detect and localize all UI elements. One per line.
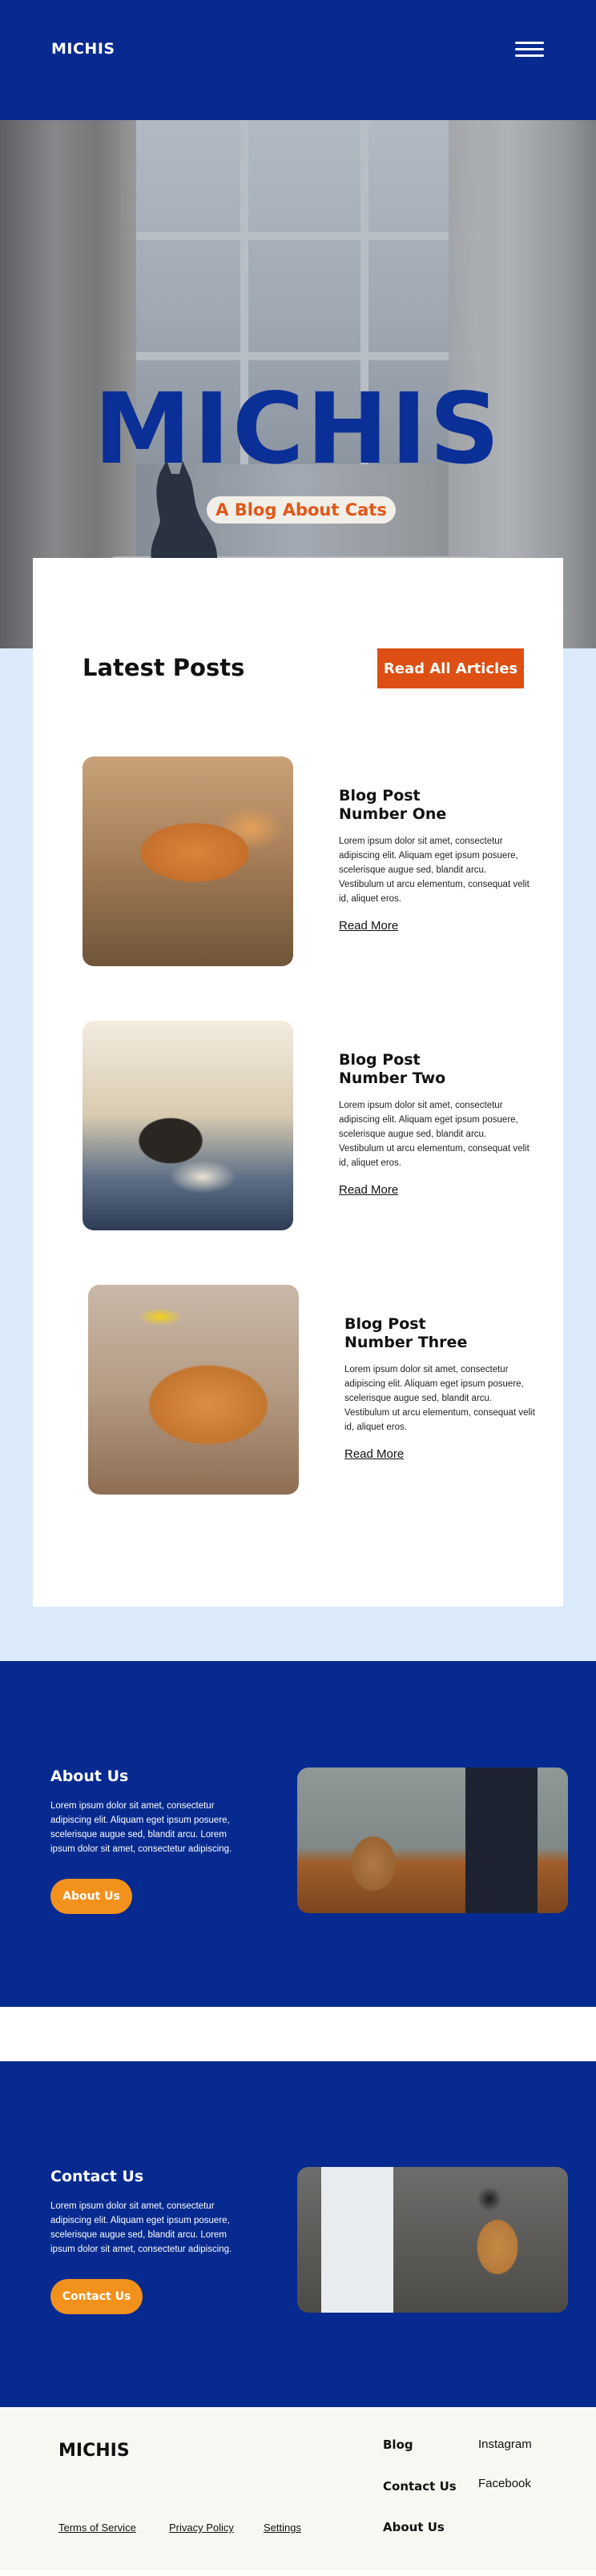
- post-title-line: Number Three: [344, 1334, 468, 1351]
- posts-heading: Latest Posts: [83, 654, 245, 681]
- post-title-line: Number One: [339, 805, 447, 823]
- contact-image: [297, 2167, 568, 2313]
- contact-us-button[interactable]: Contact Us: [50, 2279, 143, 2314]
- settings-link[interactable]: Settings: [264, 2522, 301, 2534]
- post-title: [339, 1051, 531, 1088]
- post-body: [339, 787, 531, 933]
- site-footer: [0, 2407, 596, 2570]
- post-excerpt: Lorem ipsum dolor sit amet, consectetur adipiscing elit. Aliquam eget ipsum posuere, scelerisque augue sed, blandit arcu. Vestibulum ut arcu elementum, consequat velit id, aliquet eros.: [344, 1365, 535, 1432]
- post-image[interactable]: [83, 1021, 293, 1230]
- post-card: [83, 756, 563, 973]
- eating-cat-image: [83, 1021, 293, 1230]
- site-header: [0, 0, 596, 120]
- about-image: [297, 1767, 568, 1913]
- post-excerpt: Lorem ipsum dolor sit amet, consectetur adipiscing elit. Aliquam eget ipsum posuere, scelerisque augue sed, blandit arcu. Vestibulum ut arcu elementum, consequat velit id, aliquet eros.: [339, 1101, 530, 1168]
- about-us-button[interactable]: About Us: [50, 1879, 132, 1914]
- brushed-cat-image: [88, 1285, 299, 1495]
- hamburger-menu-icon[interactable]: [515, 42, 544, 58]
- contact-section: [0, 2061, 596, 2407]
- about-section: [0, 1661, 596, 2007]
- hamburger-bar: [515, 48, 544, 50]
- post-title: [339, 787, 531, 824]
- read-more-link[interactable]: Read More: [344, 1447, 405, 1461]
- post-image[interactable]: [83, 756, 293, 966]
- hamburger-bar: [515, 42, 544, 44]
- about-title: About Us: [50, 1767, 129, 1785]
- read-all-articles-button[interactable]: Read All Articles: [377, 648, 524, 688]
- post-title: [344, 1315, 537, 1352]
- post-body: [344, 1315, 537, 1462]
- read-more-link[interactable]: Read More: [339, 1183, 399, 1197]
- footer-link-about[interactable]: About Us: [383, 2520, 445, 2534]
- cat-at-desk-image: [297, 1767, 568, 1913]
- post-card: [88, 1285, 569, 1501]
- person-at-desk-image: [297, 2167, 568, 2313]
- contact-title: Contact Us: [50, 2168, 144, 2185]
- post-title-line: Blog Post: [339, 1051, 421, 1069]
- footer-link-instagram[interactable]: Instagram: [478, 2438, 532, 2451]
- post-body: [339, 1051, 531, 1198]
- post-title-line: Blog Post: [344, 1315, 426, 1333]
- hero-title: MICHIS: [94, 372, 502, 486]
- contact-text: Lorem ipsum dolor sit amet, consectetur adipiscing elit. Aliquam eget ipsum posuere, scelerisque augue sed, blandit arcu. Lorem ipsum dolor sit amet, consectetur adipiscing.: [50, 2201, 232, 2254]
- terms-of-service-link[interactable]: Terms of Service: [58, 2522, 136, 2534]
- footer-link-blog[interactable]: Blog: [383, 2438, 413, 2452]
- site-logo[interactable]: MICHIS: [51, 40, 115, 58]
- footer-link-facebook[interactable]: Facebook: [478, 2477, 531, 2490]
- post-image[interactable]: [88, 1285, 299, 1495]
- post-title-line: Number Two: [339, 1069, 446, 1087]
- section-spacer: [0, 2007, 596, 2061]
- sleeping-cat-image: [83, 756, 293, 966]
- post-title-line: Blog Post: [339, 787, 421, 804]
- footer-logo[interactable]: MICHIS: [58, 2441, 130, 2461]
- hero-subtitle: A Blog About Cats: [207, 496, 396, 524]
- footer-link-contact[interactable]: Contact Us: [383, 2479, 457, 2494]
- privacy-policy-link[interactable]: Privacy Policy: [169, 2522, 234, 2534]
- post-excerpt: Lorem ipsum dolor sit amet, consectetur adipiscing elit. Aliquam eget ipsum posuere, scelerisque augue sed, blandit arcu. Vestibulum ut arcu elementum, consequat velit id, aliquet eros.: [339, 837, 530, 904]
- read-more-link[interactable]: Read More: [339, 919, 399, 933]
- posts-card: [33, 558, 563, 1607]
- hamburger-bar: [515, 54, 544, 57]
- about-text: Lorem ipsum dolor sit amet, consectetur adipiscing elit. Aliquam eget ipsum posuere, scelerisque augue sed, blandit arcu. Lorem ipsum dolor sit amet, consectetur adipiscing.: [50, 1801, 232, 1854]
- post-card: [83, 1021, 563, 1237]
- latest-posts-section: [0, 648, 596, 1661]
